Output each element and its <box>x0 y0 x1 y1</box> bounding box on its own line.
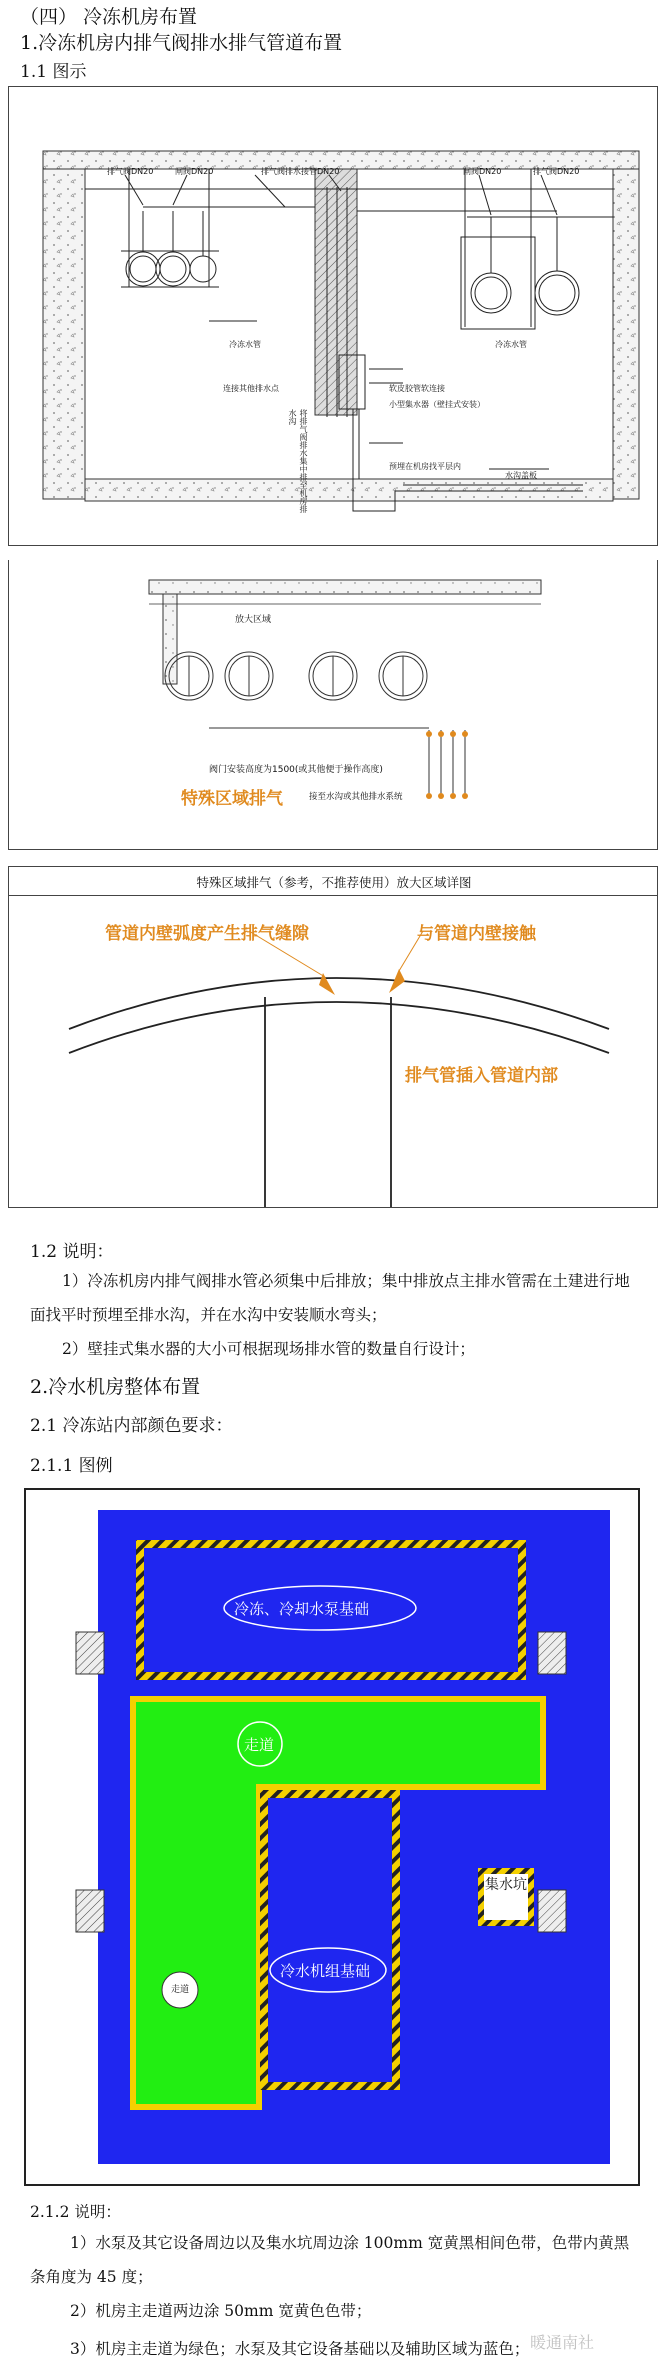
label-connect-other: 连接其他排水点 <box>223 384 279 393</box>
special-zone-diagram <box>8 560 658 850</box>
heading-2-1-1: 2.1.1 图例 <box>30 1456 113 1476</box>
note-1-2: 2）壁挂式集水器的大小可根据现场排水管的数量自行设计； <box>62 1340 475 1358</box>
gap-label: 管道内壁弧度产生排气缝隙 <box>105 924 309 944</box>
insert-label: 排气管插入管道内部 <box>405 1066 558 1086</box>
heading-1: 1.冷冻机房内排气阀排水排气管道布置 <box>20 32 343 54</box>
special-zone-big-label: 特殊区域排气 <box>181 789 283 809</box>
drain-system-drawing <box>9 87 658 546</box>
heading-2: 2.冷水机房整体布置 <box>30 1376 201 1398</box>
floor-plan <box>26 1490 638 2184</box>
contact-label: 与管道内壁接触 <box>417 924 536 944</box>
label-preburied: 预埋在机房找平层内 <box>389 462 461 471</box>
label-chilled-pipe-right: 冷冻水管 <box>495 340 527 349</box>
label-gate-valve-1: 闸阀DN20 <box>175 167 214 176</box>
drain-system-diagram <box>8 86 658 546</box>
label-vertical-note: 将排气阀排水集中排至机房排水沟 <box>288 409 308 513</box>
zoom-detail-diagram <box>8 866 658 1208</box>
heading-2-1-2: 2.1.2 说明： <box>30 2203 121 2221</box>
heading-1-1: 1.1 图示 <box>20 62 87 82</box>
label-hose: 软皮胶管软连接 <box>389 384 445 393</box>
note-2-3: 3）机房主走道为绿色；水泵及其它设备基础以及辅助区域为蓝色； <box>70 2340 530 2358</box>
label-exhaust-valve: 排气阀DN20 <box>107 167 154 176</box>
special-zone-small-label: 接至水沟或其他排水系统 <box>309 792 403 802</box>
label-collector: 小型集水器（壁挂式安装） <box>389 400 485 409</box>
floor-plan-frame <box>24 1488 640 2186</box>
heading-1-2: 1.2 说明： <box>30 1242 114 1262</box>
label-gate-valve-3: 闸阀DN20 <box>463 167 502 176</box>
note-2-1: 1）水泵及其它设备周边以及集水坑周边涂 100mm 宽黄黑相间色带，色带内黄黑条角度为 45 度； <box>30 2234 630 2286</box>
label-drain-connector: 排气阀排水接管DN20 <box>261 167 340 176</box>
diagram3-title: 特殊区域排气（参考，不推荐使用）放大区域详图 <box>196 875 472 890</box>
chiller-base-label: 冷水机组基础 <box>280 1962 371 1980</box>
special-zone-drawing <box>9 560 658 850</box>
section-header: （四） 冷冻机房布置 <box>20 6 198 28</box>
label-trench-cover: 水沟盖板 <box>505 471 537 480</box>
watermark: 暖通南社 <box>530 2333 595 2352</box>
pump-base-label: 冷冻、冷却水泵基础 <box>234 1600 370 1618</box>
side-corridor-label: 走道 <box>170 1985 189 1995</box>
label-exhaust-valve-2: 排气阀DN20 <box>533 167 580 176</box>
note-2-2: 2）机房主走道两边涂 50mm 宽黄色色带； <box>70 2302 372 2320</box>
corridor-label: 走道 <box>244 1736 275 1754</box>
heading-2-1: 2.1 冷冻站内部颜色要求： <box>30 1416 233 1436</box>
sump-label: 集水坑 <box>485 1877 527 1893</box>
install-note: 阀门安装高度为1500(或其他便于操作高度) <box>209 765 383 775</box>
note-1-1: 1）冷冻机房内排气阀排水管必须集中后排放；集中排放点主排水管需在土建进行地面找平时预埋至排水沟，并在水沟中安装顺水弯头； <box>30 1272 630 1324</box>
zoom-area-label: 放大区域 <box>235 615 272 625</box>
label-chilled-pipe-left: 冷冻水管 <box>229 340 261 349</box>
